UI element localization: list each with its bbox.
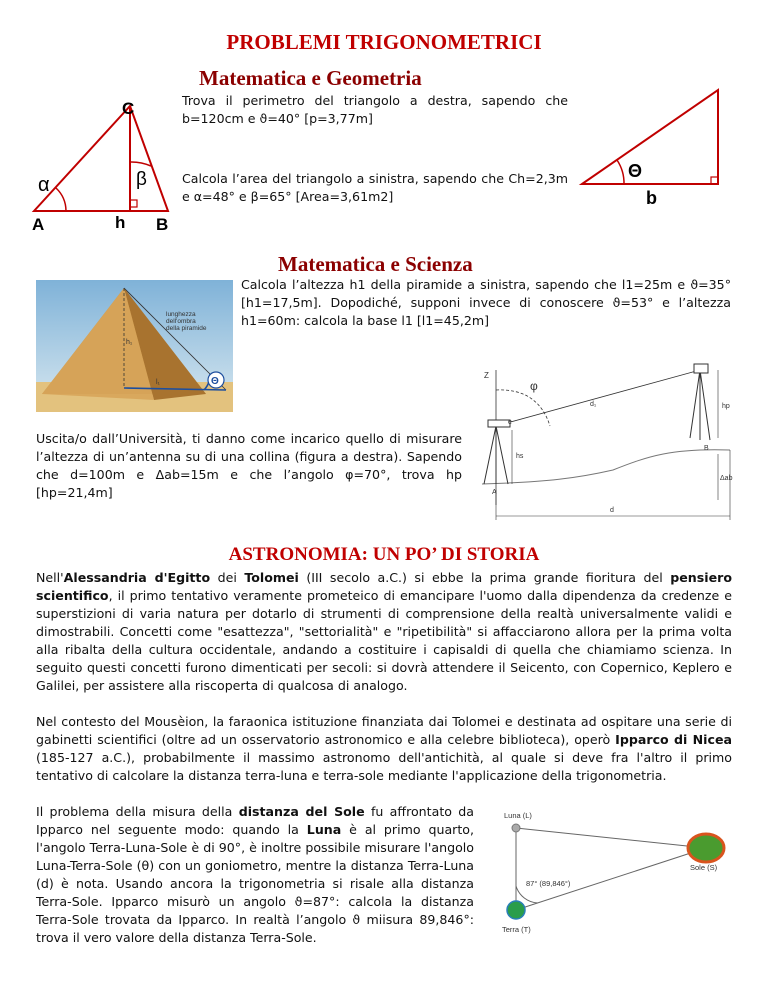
section-heading-scienza: Matematica e Scienza bbox=[278, 252, 473, 276]
label-b: b bbox=[646, 188, 657, 208]
survey-figure bbox=[478, 360, 740, 528]
pyramid-image bbox=[36, 280, 233, 412]
label-terra: Terra (T) bbox=[502, 925, 531, 934]
pyramid-theta: Θ bbox=[211, 376, 219, 387]
text-run: Il problema della misura della bbox=[36, 804, 239, 819]
label-sole: Sole (S) bbox=[690, 863, 718, 872]
astronomy-paragraph-3 bbox=[36, 803, 474, 947]
bold-run: Ipparco di Nicea bbox=[615, 732, 732, 747]
text-run: Nel contesto del Mousèion, la faraonica istituzione finanziata dai Tolomei e destinata ad ospitare una serie di gabinetti scientifici (oltre ad un osservatorio astronomico e alla celebre biblioteca), operò bbox=[36, 714, 732, 747]
pyramid-l1: l₁ bbox=[156, 379, 160, 386]
triangle-figure-left bbox=[30, 92, 180, 232]
survey-d: d bbox=[610, 507, 614, 514]
label-angle: 87° (89,846°) bbox=[526, 879, 571, 888]
survey-A: A bbox=[492, 489, 497, 496]
label-beta: β bbox=[136, 169, 147, 190]
bold-run: distanza del Sole bbox=[238, 804, 365, 819]
label-B: B bbox=[156, 215, 169, 232]
survey-hp: hp bbox=[722, 403, 730, 410]
problem-pyramid: Calcola l’altezza h1 della piramide a sinistra, sapendo che l1=25m e ϑ=35° [h1=17,5m]. Dopodiché, supponi invece di conoscere ϑ=53° e l’altezza h1=60m: calcola la base l1 [l1=45,2m] bbox=[241, 277, 731, 328]
text-run: dei bbox=[210, 570, 245, 585]
section-heading-astronomia: ASTRONOMIA: UN PO’ DI STORIA bbox=[228, 544, 540, 565]
label-luna: Luna (L) bbox=[504, 811, 532, 820]
text-run: è al primo quarto, l'angolo Terra-Luna-Sole è di 90°, è inoltre possibile misurare l'angolo Luna-Terra-Sole (θ) con un goniometro, mentre la distanza Terra-Luna (d) è nota. Usando ancora la trigonometria si risale alla distanza Terra-Sole. Ipparco misurò un angolo ϑ=87°: calcola la distanza Terra-Sole trovata da Ipparco. In realtà l’angolo ϑ miisura 89,846°: trova il vero valore della distanza Terra-Sole. bbox=[36, 822, 474, 945]
label-C: C bbox=[122, 99, 135, 118]
label-h: h bbox=[115, 213, 126, 232]
survey-e: e bbox=[508, 419, 512, 426]
moon-icon bbox=[512, 824, 520, 832]
survey-B: B bbox=[704, 445, 709, 452]
label-alpha: α bbox=[38, 174, 50, 196]
section-heading-geometria: Matematica e Geometria bbox=[199, 66, 422, 90]
text-run: Nell' bbox=[36, 570, 64, 585]
survey-hs: hs bbox=[516, 453, 524, 460]
triangle-figure-right bbox=[578, 84, 728, 210]
survey-z: Z bbox=[484, 371, 489, 380]
label-theta: Θ bbox=[628, 161, 643, 181]
survey-dab: Δab bbox=[720, 475, 733, 482]
astronomy-figure bbox=[496, 806, 736, 936]
bold-run: Alessandria d'Egitto bbox=[63, 570, 211, 585]
bold-run: pensiero scientifico bbox=[36, 570, 732, 603]
text-run: (III secolo a.C.) si ebbe la prima grande fioritura del bbox=[298, 570, 671, 585]
pyramid-caption-3: della piramide bbox=[166, 325, 207, 332]
astronomy-paragraph-2 bbox=[36, 713, 732, 785]
sun-icon bbox=[688, 834, 724, 862]
bold-run: Tolomei bbox=[244, 570, 299, 585]
pyramid-caption-1: lunghezza bbox=[166, 311, 196, 318]
text-run: (185-127 a.C.), probabilmente il massimo astronomo dell'antichità, al quale si deve fra l'altro il primo tentativo di calcolare la distanza terra-luna e terra-sole mediante l'applicazione della trigonometria. bbox=[36, 750, 732, 783]
text-run: , il primo tentativo veramente prometeico di emancipare l'uomo dalla dipendenza da credenze e superstizioni di varia natura per dotarlo di strumenti di comprensione della realtà universalmente validi e dimostrabili. Concetti come "esattezza", "settorialità" e "ripetibilità" si affacciarono allora per la prima volta alla ribalta della cultura occidentale, andando a costituire i capisaldi di quella che chiamiamo scienza. In seguito questi concetti furono dimenticati per secoli: si dovrà attendere il Seicento, con Copernico, Keplero e Galilei, per assistere alla riscoperta di qualcosa di analogo. bbox=[36, 588, 732, 693]
survey-phi: φ bbox=[530, 379, 538, 393]
problem-antenna: Uscita/o dall’Università, ti danno come incarico quello di misurare l’altezza di un’antenna su di una collina (figura a destra). Sapendo che d=100m e Δab=15m e che l’angolo φ=70°, trova hp [hp=21,4m] bbox=[36, 431, 462, 500]
astronomy-paragraph-1 bbox=[36, 569, 732, 695]
page-title: PROBLEMI TRIGONOMETRICI bbox=[226, 30, 542, 54]
pyramid-h1: h₁ bbox=[126, 339, 133, 346]
survey-d1: d₁ bbox=[590, 401, 597, 408]
label-A: A bbox=[32, 215, 45, 232]
problem-area: Calcola l’area del triangolo a sinistra, sapendo che Ch=2,3m e α=48° e β=65° [Area=3,61m2] bbox=[182, 171, 568, 204]
pyramid-caption-2: dell'ombra bbox=[166, 318, 196, 325]
earth-icon bbox=[507, 901, 525, 919]
problem-perimeter: Trova il perimetro del triangolo a destra, sapendo che b=120cm e ϑ=40° [p=3,77m] bbox=[182, 93, 568, 126]
bold-run: Luna bbox=[306, 822, 342, 837]
text-run: fu affrontato da Ipparco nel seguente modo: quando la bbox=[36, 804, 474, 837]
